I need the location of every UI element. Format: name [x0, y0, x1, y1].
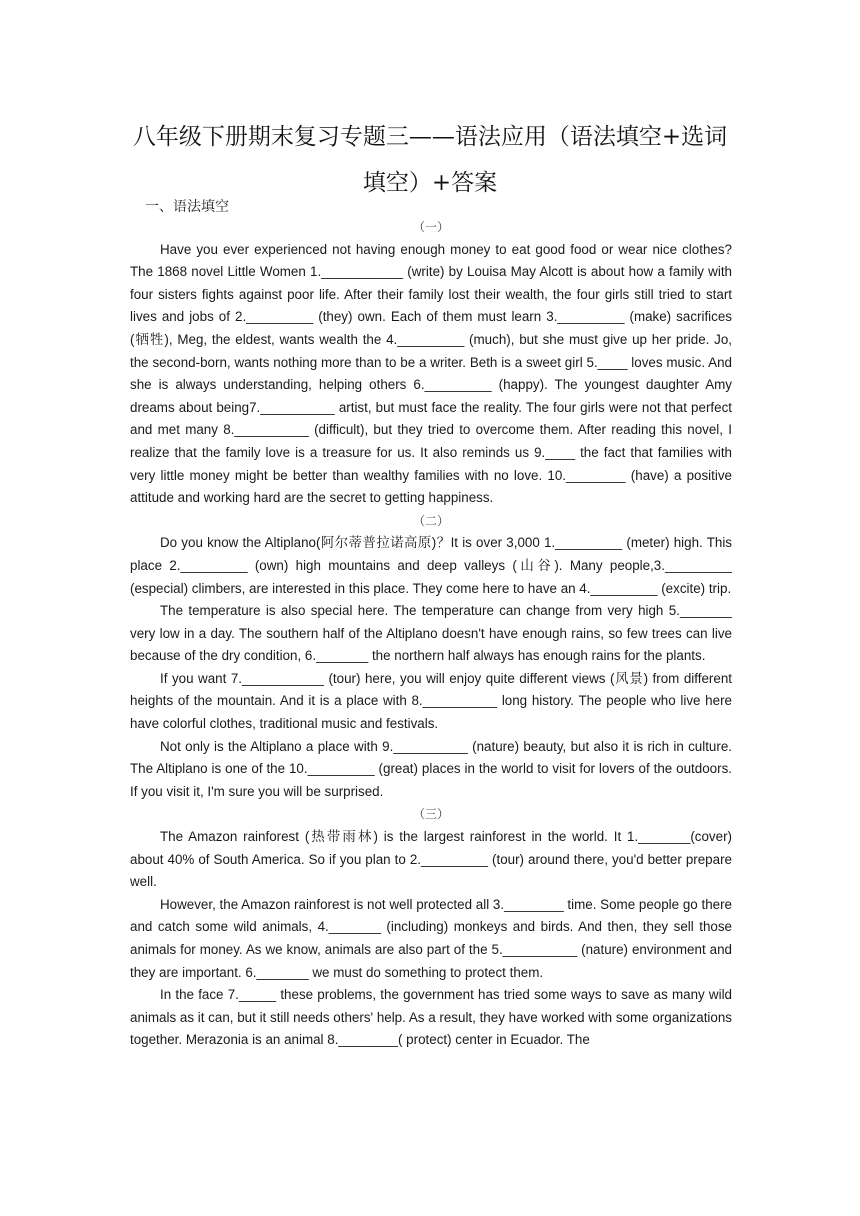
part-1-paragraph-1: Have you ever experienced not having enough money to eat good food or wear nice clothes? The 1868 novel Little Women 1.___________ (write) by Louisa May Alcott is about how a family with four sisters fights against poor life. After their family lost their wealth, the four girls still tried to start lives and jobs of 2._________ (they) own. Each of them must learn 3._________ (make) sacrifices (牺牲), Meg, the eldest, wants wealth the 4._________ (much), but she must give up her pride. Jo, the second-born, wants nothing more than to be a writer. Beth is a sweet girl 5.____ loves music. And she is always understanding, helping others 6._________ (happy). The youngest daughter Amy dreams about being7.__________ artist, but must face the reality. The four girls were not that perfect and met many 8.__________ (difficult), but they tried to overcome them. After reading this novel, I realize that the family love is a treasure for us. It also reminds us 9.____ the fact that families with very little money might be better than wealthy families with no love. 10.________ (have) a positive attitude and working hard are the secret to getting happiness.: [130, 241, 732, 506]
part-2-paragraph-4: Not only is the Altiplano a place with 9.__________ (nature) beauty, but also it is rich in culture. The Altiplano is one of the 10._________ (great) places in the world to visit for lovers of the outdoors. If you visit it, I'm sure you will be surprised.: [130, 738, 732, 799]
part-3-paragraph-2: However, the Amazon rainforest is not well protected all 3.________ time. Some people go there and catch some wild animals, 4._______ (including) monkeys and birds. And then, they sell those animals for money. As we know, animals are also part of the 5.__________ (nature) environment and they are important. 6._______ we must do something to protect them.: [130, 896, 732, 980]
document-title: [110, 114, 750, 206]
part-2-paragraph-3: If you want 7.___________ (tour) here, you will enjoy quite different views (风景) from different heights of the mountain. And it is a place with 8.__________ long history. The people who live here have colorful clothes, traditional music and festivals.: [130, 670, 732, 732]
title-line-2: 填空）+答案: [362, 170, 498, 196]
exercise-body: [130, 216, 732, 1052]
part-1-heading: （一）: [412, 220, 449, 234]
part-3-paragraph-1: The Amazon rainforest (热带雨林) is the largest rainforest in the world. It 1._______(cover) about 40% of South America. So if you plan to 2._________ (tour) around there, you'd better prepare well.: [130, 829, 732, 890]
section-heading: 一、语法填空: [145, 199, 229, 215]
part-2-paragraph-2: The temperature is also special here. The temperature can change from very high 5._______ very low in a day. The southern half of the Altiplano doesn't have enough rains, so few trees can live because of the dry condition, 6._______ the northern half always has enough rains for the plants.: [130, 603, 732, 664]
part-3-paragraph-3: In the face 7._____ these problems, the government has tried some ways to save as many wild animals as it can, but it still needs others' help. As a result, they have worked with some organizations together. Merazonia is an animal 8.________( protect) center in Ecuador. The: [130, 987, 732, 1048]
part-2-heading: （二）: [412, 513, 449, 528]
part-3-heading: （三）: [412, 807, 449, 822]
part-2-paragraph-1: Do you know the Altiplano(阿尔蒂普拉诺高原)？It is over 3,000 1._________ (meter) high. This place 2._________ (own) high mountains and deep valleys (山谷). Many people,3._________ (especial) climbers, are interested in this place. They come here to have an 4._________ (excite) trip.: [130, 535, 732, 596]
title-line-1: 八年级下册期末复习专题三——语法应用（语法填空+选词: [132, 124, 728, 150]
